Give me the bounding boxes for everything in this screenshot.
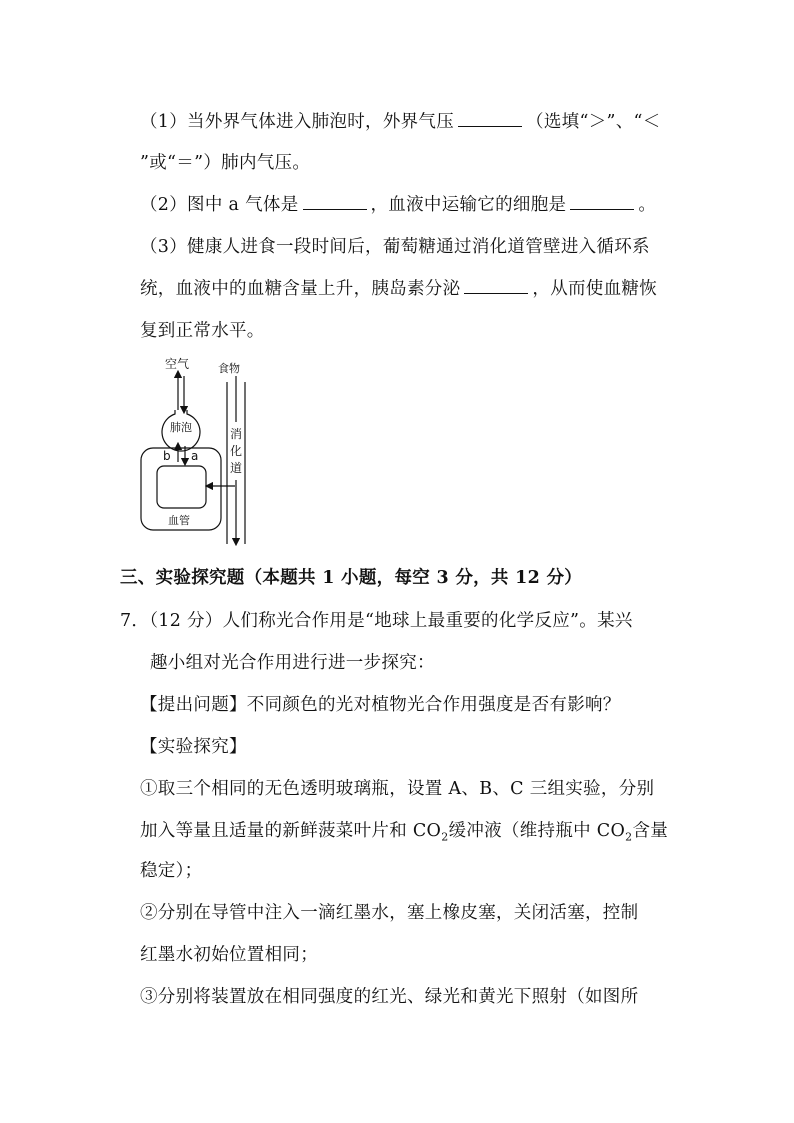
q6-part1-text-b: （选填“＞”、“＜ (526, 112, 661, 132)
tract-char-2: 化 (230, 444, 243, 458)
q7-step1-line2 (140, 817, 668, 844)
gas-b-label: b (163, 449, 171, 463)
q6-part3-line3: 复到正常水平。 (140, 321, 265, 341)
q7-step3-line1: ③分别将装置放在相同强度的红光、绿光和黄光下照射（如图所 (140, 987, 639, 1007)
q7-step2-line1: ②分别在导管中注入一滴红墨水，塞上橡皮塞，关闭活塞，控制 (140, 903, 639, 923)
section-heading: 三、实验探究题（本题共 1 小题，每空 3 分，共 12 分） (120, 568, 583, 588)
blood-vessel-inner (157, 466, 206, 508)
q6-part3-text-b: ，从而使血糖恢 (532, 279, 658, 299)
tract-char-1: 消 (230, 427, 243, 441)
q7-step1-text-b: 缓冲液（维持瓶中 CO (448, 821, 626, 841)
q7-step2-line2: 红墨水初始位置相同； (140, 945, 318, 965)
q7-step1-text-a: 加入等量且适量的新鲜菠菜叶片和 CO (140, 821, 442, 841)
answer-blank-3[interactable] (570, 195, 634, 210)
q7-explore-heading: 【实验探究】 (140, 737, 247, 757)
q6-part3-text-a: 统，血液中的血糖含量上升，胰岛素分泌 (140, 279, 461, 299)
answer-blank-2[interactable] (303, 195, 367, 210)
air-label: 空气 (165, 357, 190, 371)
q7-question: 【提出问题】不同颜色的光对植物光合作用强度是否有影响？ (140, 695, 621, 715)
answer-blank-1[interactable] (458, 112, 522, 127)
gas-a-label: a (191, 449, 199, 463)
q6-part3-line1: （3）健康人进食一段时间后，葡萄糖通过消化道管壁进入循环系 (140, 237, 650, 257)
vessel-label: 血管 (168, 514, 190, 527)
alveolus-label: 肺泡 (170, 421, 192, 434)
tract-char-3: 道 (230, 461, 243, 475)
q7-step1-line1: ①取三个相同的无色透明玻璃瓶，设置 A、B、C 三组实验，分别 (140, 779, 655, 799)
answer-blank-4[interactable] (464, 279, 528, 294)
q6-part3-line2 (140, 275, 657, 300)
q7-step1-text-c: 含量 (632, 821, 669, 841)
q6-part1-line2: ”或“＝”）肺内气压。 (140, 153, 311, 173)
subscript-2: 2 (441, 830, 449, 844)
lung-digestion-diagram (135, 352, 275, 552)
q7-line2: 趣小组对光合作用进行进一步探究： (150, 653, 435, 673)
q6-part2-text-b: ，血液中运输它的细胞是 (370, 195, 567, 215)
q6-part2-text-a: （2）图中 a 气体是 (140, 195, 299, 215)
food-label: 食物 (218, 362, 240, 375)
q6-part2 (140, 191, 656, 216)
subscript-2: 2 (625, 830, 633, 844)
q6-part1-text-a: （1）当外界气体进入肺泡时，外界气压 (140, 112, 455, 132)
q6-part1-line1 (140, 108, 661, 133)
q7-line1: 7．（12 分）人们称光合作用是“地球上最重要的化学反应”。某兴 (120, 611, 633, 631)
q7-step1-line3: 稳定）； (140, 861, 203, 881)
q6-part2-text-c: 。 (638, 195, 657, 215)
